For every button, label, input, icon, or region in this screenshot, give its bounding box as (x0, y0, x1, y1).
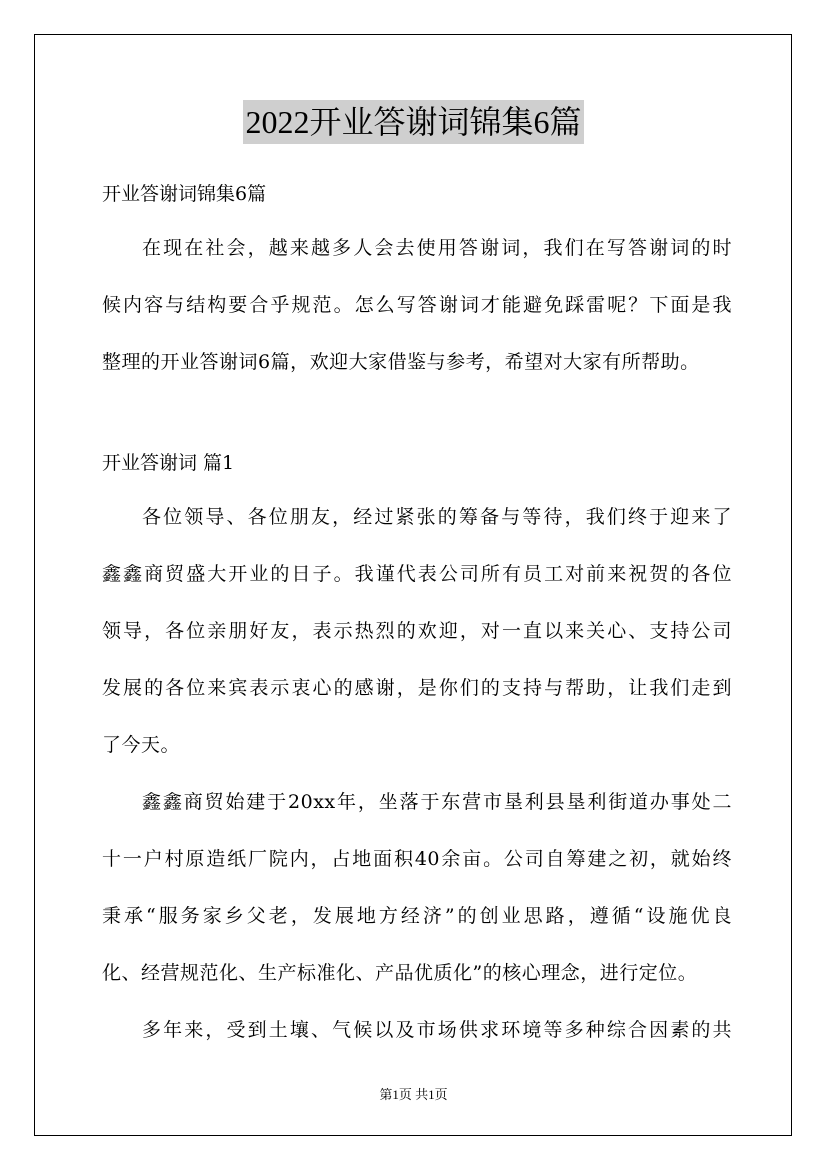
subtitle: 开业答谢词锦集6篇 (102, 183, 267, 205)
paragraph-line: 鑫鑫商贸始建于20xx年，坐落于东营市垦利县垦利街道办事处二 (142, 791, 732, 813)
paragraph-line: 化、经营规范化、生产标准化、产品优质化”的核心理念，进行定位。 (102, 962, 698, 984)
paragraph-line: 多年来，受到土壤、气候以及市场供求环境等多种综合因素的共 (142, 1019, 732, 1041)
paragraph-1 (102, 495, 732, 767)
intro-line: 候内容与结构要合乎规范。怎么写答谢词才能避免踩雷呢？下面是我 (102, 294, 732, 316)
page-footer: 第1页 共1页 (379, 1087, 448, 1102)
document-title (0, 100, 827, 144)
paragraph-3 (102, 1008, 732, 1052)
paragraph-line: 发展的各位来宾表示衷心的感谢，是你们的支持与帮助，让我们走到 (102, 677, 732, 699)
intro-line: 在现在社会，越来越多人会去使用答谢词，我们在写答谢词的时 (142, 237, 732, 259)
paragraph-line: 鑫鑫商贸盛大开业的日子。我谨代表公司所有员工对前来祝贺的各位 (102, 563, 732, 585)
document-title-text: 2022开业答谢词锦集6篇 (243, 100, 583, 144)
document-body (102, 172, 732, 1052)
paragraph-line: 十一户村原造纸厂院内，占地面积40余亩。公司自筹建之初，就始终 (102, 848, 732, 870)
section-heading: 开业答谢词 篇1 (102, 452, 235, 474)
paragraph-line: 领导，各位亲朋好友，表示热烈的欢迎，对一直以来关心、支持公司 (102, 620, 732, 642)
paragraph-line: 了今天。 (102, 734, 181, 756)
paragraph-line: 各位领导、各位朋友，经过紧张的筹备与等待，我们终于迎来了 (142, 506, 732, 528)
paragraph-2 (102, 780, 732, 995)
intro-line: 整理的开业答谢词6篇，欢迎大家借鉴与参考，希望对大家有所帮助。 (102, 351, 700, 373)
paragraph-line: 秉承“服务家乡父老，发展地方经济”的创业思路，遵循“设施优良 (102, 905, 732, 927)
intro-paragraph (102, 226, 732, 384)
